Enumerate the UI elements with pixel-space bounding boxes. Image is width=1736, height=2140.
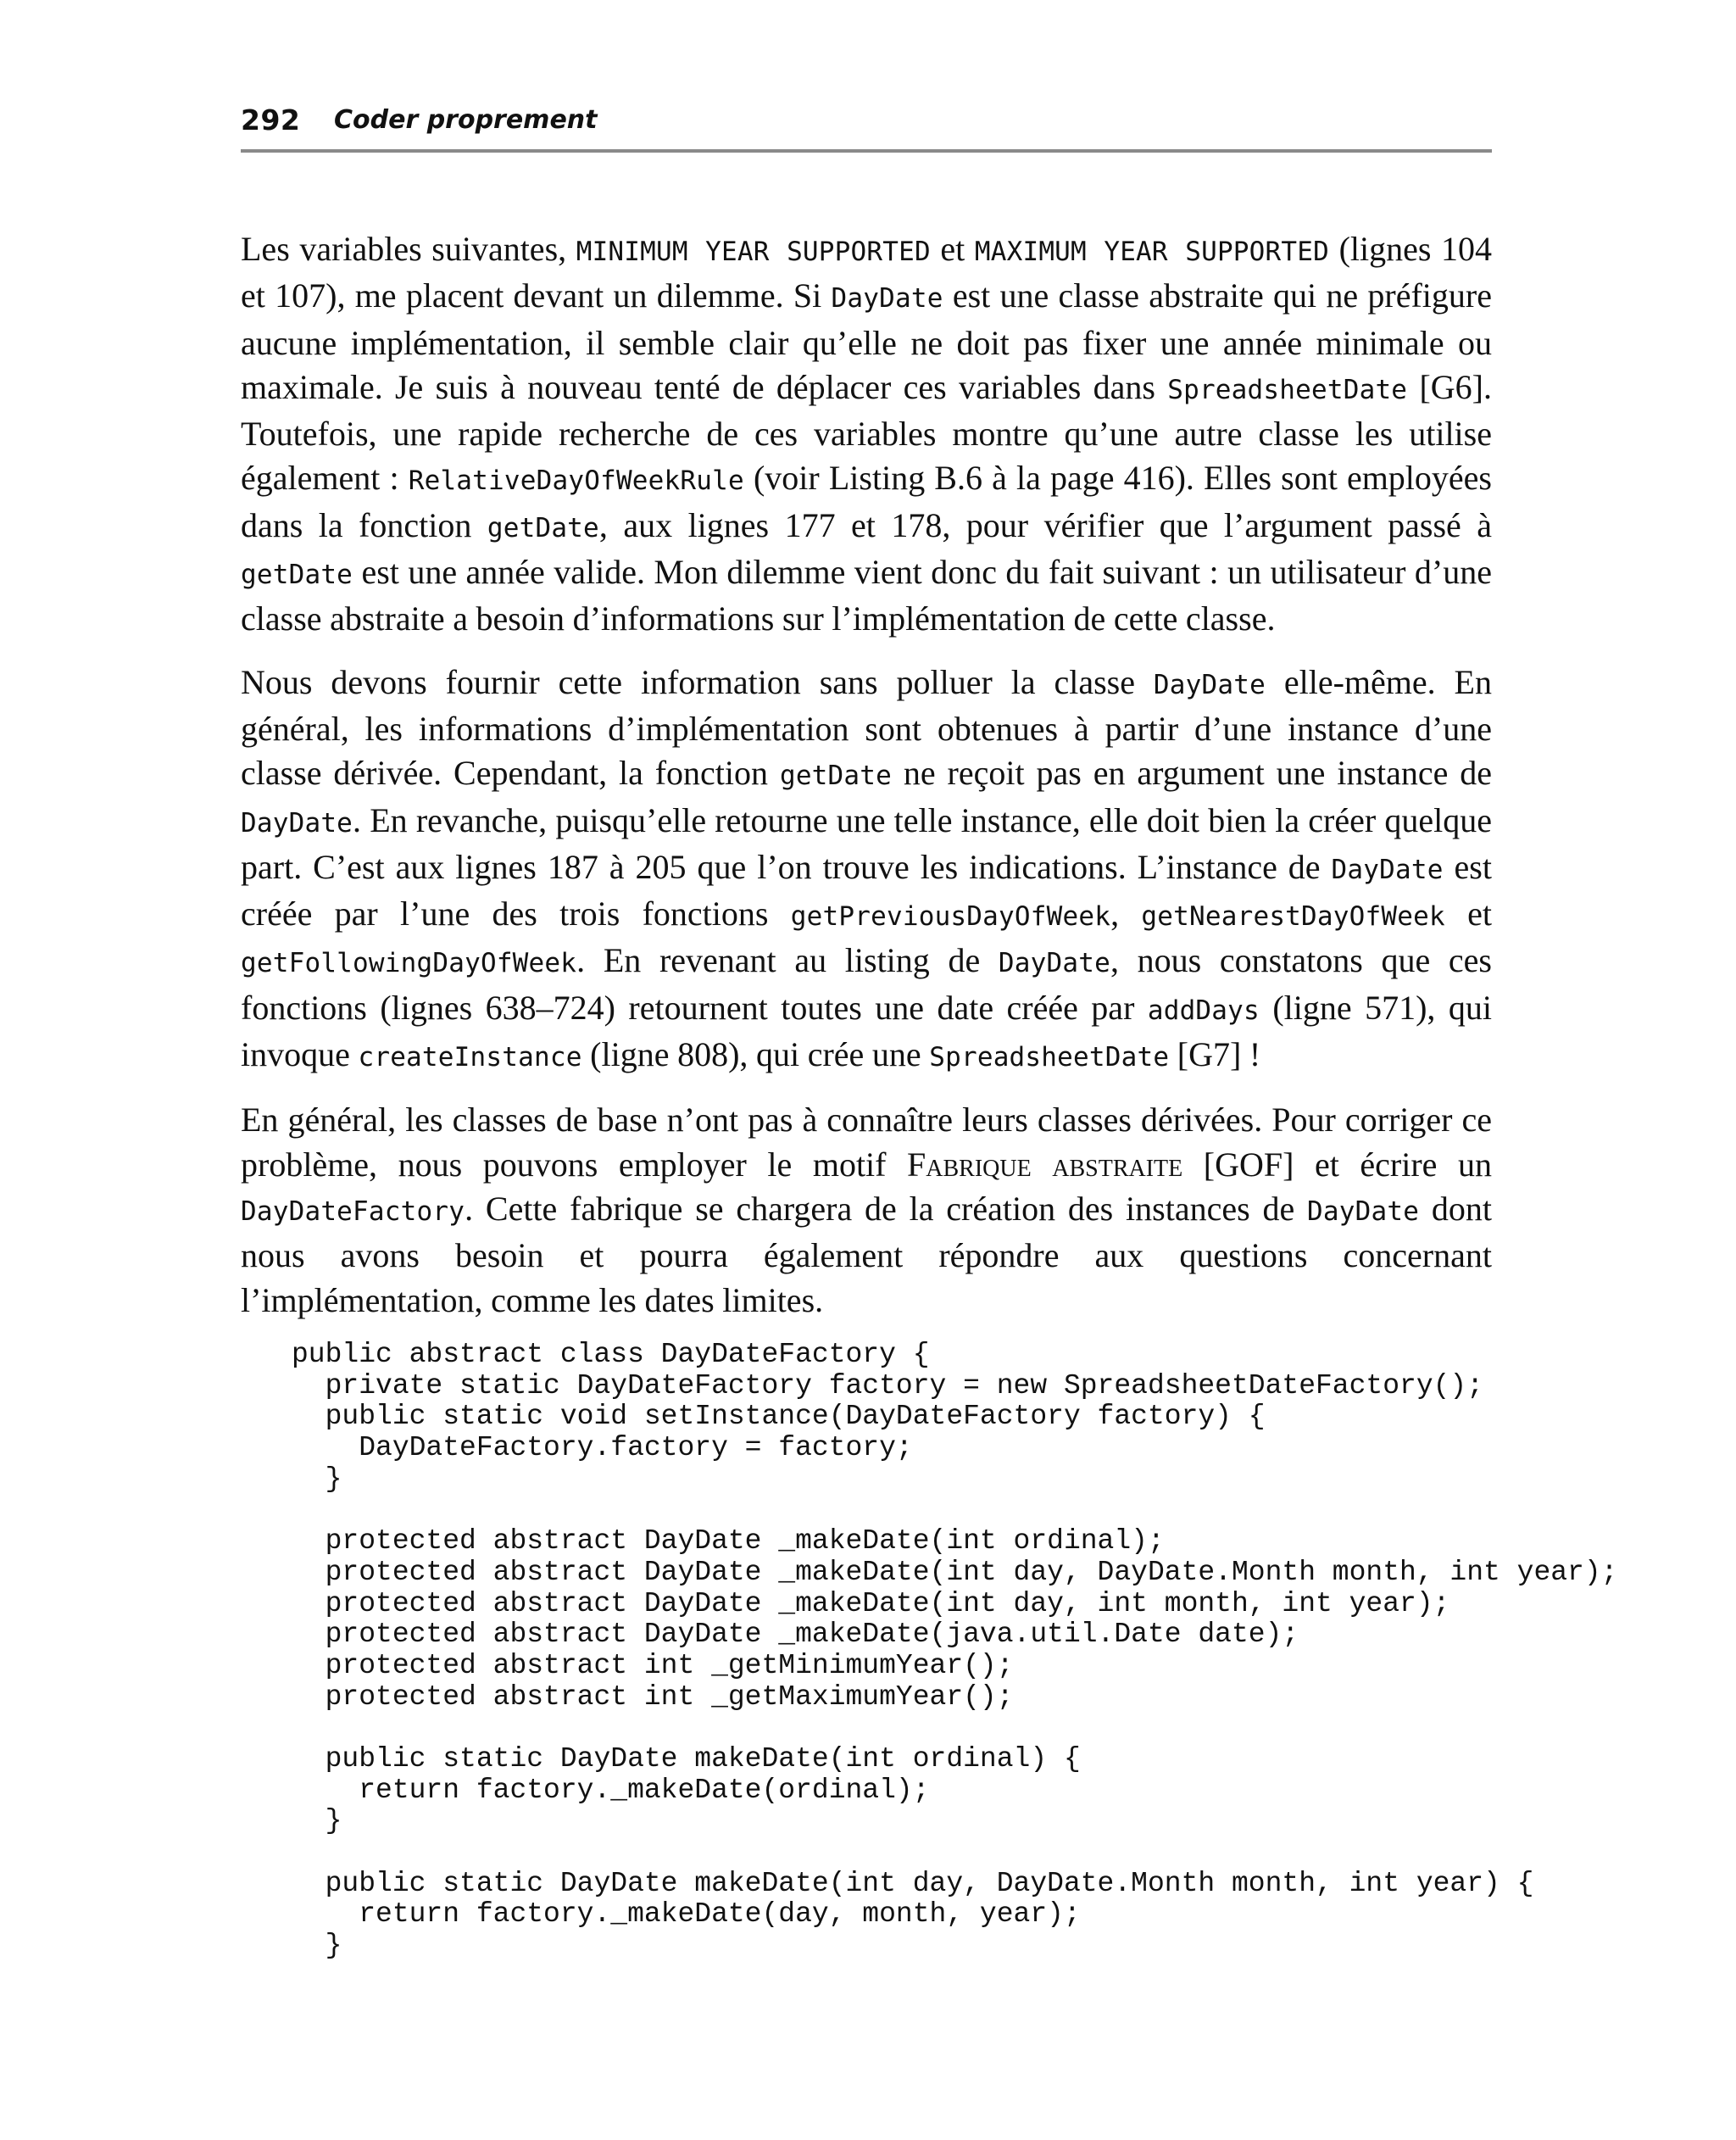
code-line xyxy=(292,1495,1617,1526)
inline-code: DayDate xyxy=(1307,1195,1420,1227)
inline-code: RelativeDayOfWeekRule xyxy=(408,465,744,497)
code-line: public static void setInstance(DayDateFactory factory) { xyxy=(292,1401,1266,1433)
text-run: (ligne 571), qui invoque xyxy=(241,988,1492,1074)
text-run: [GOF] et écrire un xyxy=(1182,1145,1492,1184)
running-header xyxy=(241,98,1492,153)
text-run: et xyxy=(1444,894,1493,933)
code-listing xyxy=(292,1340,1617,1962)
text-run: [G7] ! xyxy=(1169,1035,1261,1074)
inline-code: DayDate xyxy=(1153,669,1266,700)
text-run: ne reçoit pas en argument une instance de xyxy=(892,754,1493,793)
text-run: (voir Listing B.6 à la page 416). Elles sont employées dans la fonction xyxy=(241,459,1492,544)
inline-code: DayDate xyxy=(998,948,1110,979)
code-line: public static DayDate makeDate(int ordinal) { xyxy=(292,1742,1081,1775)
inline-code: MAXIMUM YEAR SUPPORTED xyxy=(974,237,1329,267)
small-caps-term: Fabrique abstraite xyxy=(907,1145,1183,1184)
inline-code: SpreadsheetDate xyxy=(1167,374,1408,405)
text-run: . En revanche, puisqu’elle retourne une telle instance, elle doit bien la créer quelque part. C’est aux lignes 187 à 205 que l’on trouve les indications. L’instance de xyxy=(241,800,1492,886)
inline-code: addDays xyxy=(1147,995,1260,1026)
inline-code: getDate xyxy=(487,512,599,543)
text-run: . Cette fabrique se chargera de la création des instances de xyxy=(465,1189,1308,1228)
code-line: protected abstract DayDate _makeDate(int day, DayDate.Month month, int year); xyxy=(292,1556,1618,1588)
book-title: Coder proprement xyxy=(334,105,598,135)
code-line: protected abstract DayDate _makeDate(int day, int month, int year); xyxy=(292,1587,1450,1619)
text-run: [G6]. Toutefois, une rapide recherche de ces variables montre qu’une autre classe les utilise également : xyxy=(241,367,1492,498)
text-run: elle-même. En général, les informations d’implémentation sont obtenues à partir d’une instance d’une classe dérivée. Cependant, la fonction xyxy=(241,662,1492,793)
code-line: protected abstract DayDate _makeDate(int ordinal); xyxy=(292,1525,1165,1558)
text-run: Nous devons fournir cette information sans polluer la classe xyxy=(241,662,1154,701)
inline-code: getDate xyxy=(241,560,353,591)
code-line xyxy=(292,1837,1617,1869)
inline-code: getDate xyxy=(779,761,892,792)
paragraph xyxy=(241,1098,1492,1322)
paragraph xyxy=(241,660,1492,1080)
code-line: protected abstract DayDate _makeDate(java.util.Date date); xyxy=(292,1619,1299,1651)
text-run: . En revenant au listing de xyxy=(576,941,999,980)
code-line: return factory._makeDate(ordinal); xyxy=(292,1774,930,1806)
inline-code: DayDate xyxy=(241,807,353,839)
inline-code: DayDate xyxy=(1331,854,1444,885)
inline-code: SpreadsheetDate xyxy=(929,1042,1170,1073)
inline-code: createInstance xyxy=(358,1042,582,1073)
code-line: return factory._makeDate(day, month, year); xyxy=(292,1898,1081,1931)
code-line: private static DayDateFactory factory = new SpreadsheetDateFactory(); xyxy=(292,1369,1484,1402)
text-run: dont nous avons besoin et pourra également répondre aux questions concernant l’implémentation, comme les dates limites. xyxy=(241,1189,1492,1319)
text-run: est créée par l’une des trois fonctions xyxy=(241,847,1492,933)
inline-code: MINIMUM YEAR SUPPORTED xyxy=(576,237,931,267)
code-line: } xyxy=(292,1463,342,1495)
code-line xyxy=(292,1713,1617,1744)
inline-code: getFollowingDayOfWeek xyxy=(241,948,577,979)
page-number: 292 xyxy=(241,103,301,137)
body-text xyxy=(241,227,1492,1341)
text-run: est une classe abstraite qui ne préfigure aucune implémentation, il semble clair qu’elle ne doit pas fixer une année minimale ou maximale. Je suis à nouveau tenté de déplacer ces variables dans xyxy=(241,276,1492,406)
code-line: } xyxy=(292,1930,342,1962)
text-run: (lignes 104 et 107), me placent devant un dilemme. Si xyxy=(241,230,1493,315)
text-run: , xyxy=(1110,894,1142,933)
text-run: En général, les classes de base n’ont pas à connaître leurs classes dérivées. Pour corriger ce problème, nous pouvons employer le motif xyxy=(241,1101,1492,1184)
code-line: protected abstract int _getMaximumYear(); xyxy=(292,1680,1014,1713)
text-run: (ligne 808), qui crée une xyxy=(581,1035,930,1074)
inline-code: getNearestDayOfWeek xyxy=(1141,901,1445,933)
code-line: protected abstract int _getMinimumYear(); xyxy=(292,1649,1014,1681)
text-run: , aux lignes 177 et 178, pour vérifier que l’argument passé à xyxy=(598,505,1492,544)
paragraph xyxy=(241,227,1492,642)
inline-code: getPreviousDayOfWeek xyxy=(790,901,1111,933)
code-line: DayDateFactory.factory = factory; xyxy=(292,1432,913,1464)
text-run: , nous constatons que ces fonctions (lignes 638–724) retournent toutes une date créée par xyxy=(241,941,1492,1027)
text-run: est une année valide. Mon dilemme vient donc du fait suivant : un utilisateur d’une classe abstraite a besoin d’informations sur l’implémentation de cette classe. xyxy=(241,553,1492,638)
code-line: } xyxy=(292,1805,342,1837)
code-line: public abstract class DayDateFactory { xyxy=(292,1339,930,1370)
inline-code: DayDateFactory xyxy=(241,1195,465,1227)
code-line: public static DayDate makeDate(int day, DayDate.Month month, int year) { xyxy=(292,1867,1534,1899)
text-run: Les variables suivantes, xyxy=(241,230,576,268)
inline-code: DayDate xyxy=(831,283,943,315)
text-run: et xyxy=(930,230,975,268)
